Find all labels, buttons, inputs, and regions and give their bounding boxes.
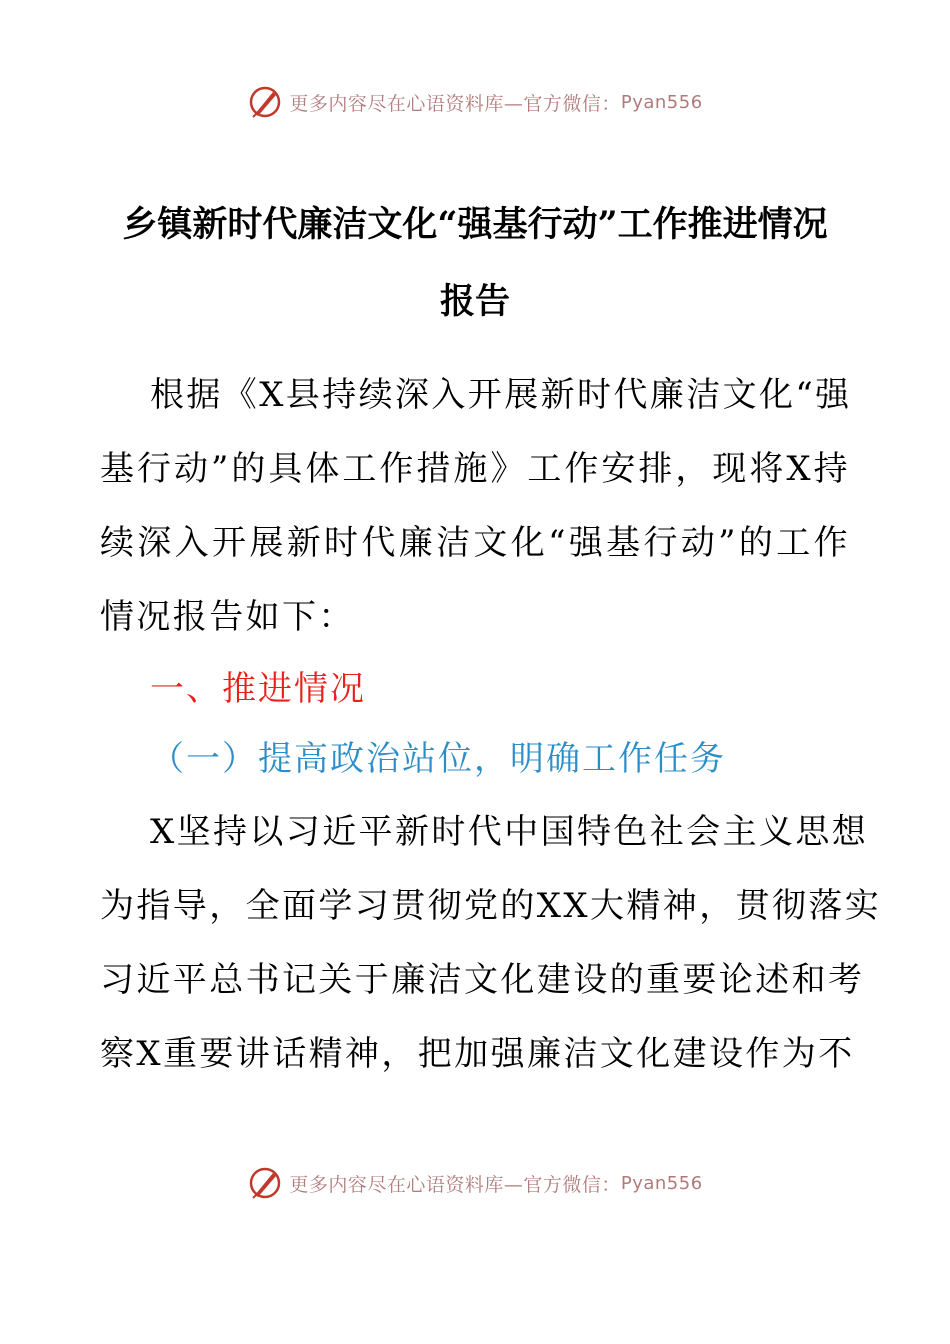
document-title-line2: 报告 <box>439 281 510 322</box>
footer-watermark <box>0 1163 950 1203</box>
pen-circle-logo-icon <box>247 84 283 120</box>
intro-line-2: 基行动”的具体工作措施》工作安排，现将X持 <box>100 449 850 489</box>
document-title-line1: 乡镇新时代廉洁文化“强基行动”工作推进情况 <box>122 204 828 245</box>
body-line-1: X坚持以习近平新时代中国特色社会主义思想 <box>150 812 869 852</box>
body-line-3: 习近平总书记关于廉洁文化建设的重要论述和考 <box>100 960 865 1000</box>
watermark-account: Pyan556 <box>620 91 703 113</box>
watermark-text: 更多内容尽在心语资料库—官方微信： <box>289 92 621 115</box>
intro-line-3: 续深入开展新时代廉洁文化“强基行动”的工作 <box>100 523 850 563</box>
body-line-2: 为指导，全面学习贯彻党的XX大精神，贯彻落实 <box>100 886 882 926</box>
subsection-heading: （一）提高政治站位，明确工作任务 <box>150 739 726 779</box>
intro-line-1: 根据《X县持续深入开展新时代廉洁文化“强 <box>150 375 852 415</box>
pen-circle-logo-icon <box>247 1165 283 1201</box>
intro-line-4: 情况报告如下： <box>100 597 355 637</box>
body-line-4: 察X重要讲话精神，把加强廉洁文化建设作为不 <box>100 1034 855 1074</box>
section-heading: 一、推进情况 <box>150 669 366 709</box>
header-watermark <box>0 82 950 122</box>
watermark-text: 更多内容尽在心语资料库—官方微信： <box>289 1173 621 1196</box>
watermark-account: Pyan556 <box>620 1172 703 1194</box>
